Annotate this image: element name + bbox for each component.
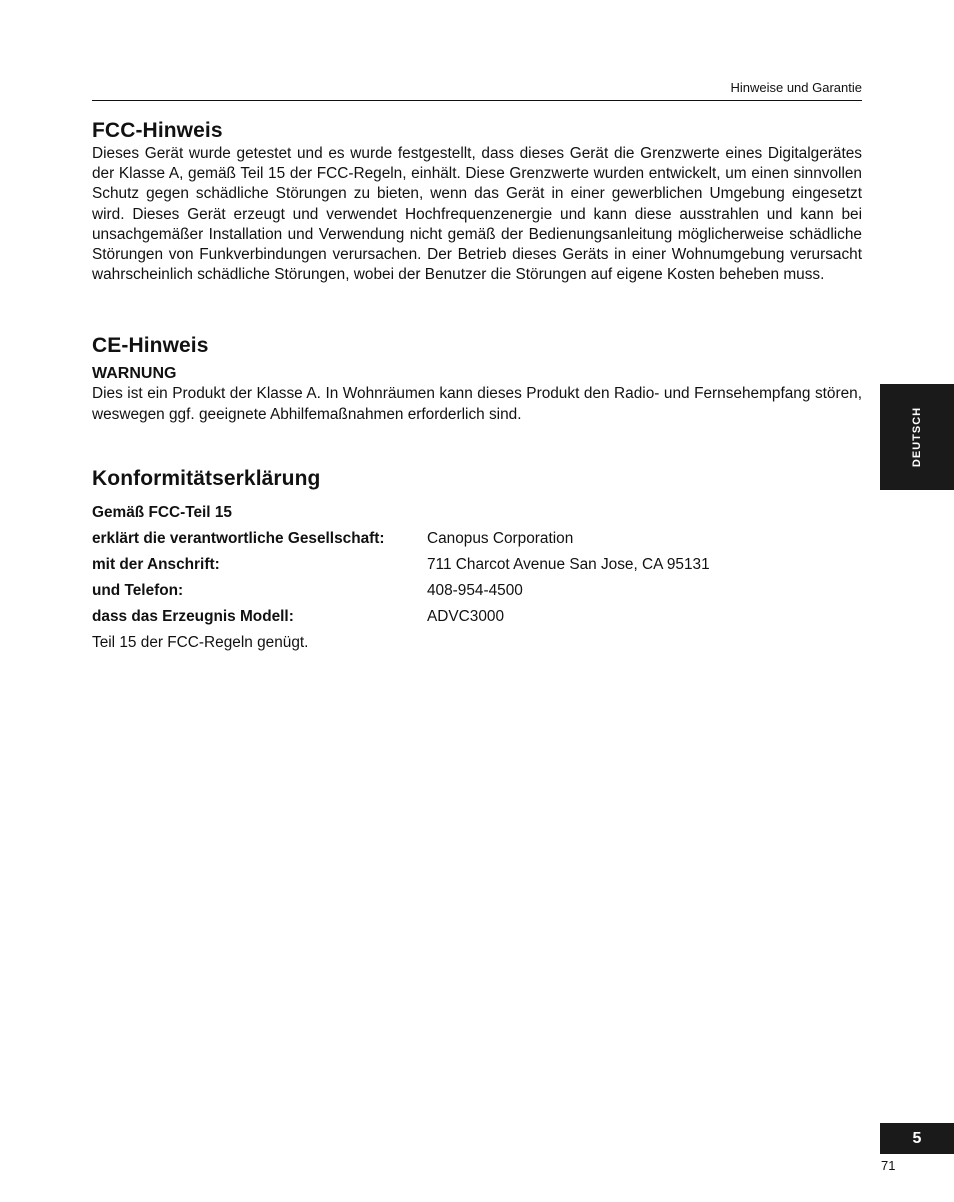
- company-value: Canopus Corporation: [427, 529, 574, 547]
- model-value: ADVC3000: [427, 607, 504, 625]
- declaration-label: dass das Erzeugnis Modell:: [92, 607, 294, 625]
- page-number: 71: [881, 1158, 896, 1173]
- phone-value: 408-954-4500: [427, 581, 523, 599]
- declaration-closing: Teil 15 der FCC-Regeln genügt.: [92, 633, 309, 651]
- declaration-row: [92, 500, 862, 526]
- warning-label: WARNUNG: [92, 365, 177, 383]
- address-value: 711 Charcot Avenue San Jose, CA 95131: [427, 555, 710, 573]
- declaration-label: mit der Anschrift:: [92, 555, 220, 573]
- side-tab-label: DEUTSCH: [910, 406, 923, 468]
- running-header: Hinweise und Garantie: [730, 80, 862, 95]
- declaration-row: [92, 604, 862, 630]
- fcc-paragraph: Dieses Gerät wurde getestet und es wurde festgestellt, dass dieses Gerät die Grenzwerte eines Digitalgerätes der Klasse A, gemäß Teil 15 der FCC-Regeln, einhält. Diese Grenzwerte wurden entwickelt, um einen sinnvollen Schutz gegen schädliche Störungen zu bieten, wenn das Gerät in einer gewerblichen Umgebung eingesetzt wird. Dieses Gerät erzeugt und verwendet Hochfrequenzenergie und kann diese ausstrahlen und kann bei unsachgemäßer Installation und Verwendung nicht gemäß der Bedienungsanleitung möglicherweise schädliche Störungen von Funkverbindungen verursachen. Der Betrieb dieses Geräts in einer Wohnumgebung verursacht wahrscheinlich schädliche Störungen, wobei der Benutzer die Störungen auf eigene Kosten beheben muss.: [92, 145, 862, 284]
- chapter-box: [880, 1123, 954, 1154]
- header-rule: [92, 100, 862, 101]
- declaration-label: erklärt die verantwortliche Gesellschaft:: [92, 529, 385, 547]
- chapter-number: 5: [912, 1129, 922, 1147]
- page-content: [92, 119, 862, 656]
- declaration-label: Gemäß FCC-Teil 15: [92, 503, 232, 521]
- declaration-label: und Telefon:: [92, 581, 184, 599]
- declaration-row: [92, 552, 862, 578]
- ce-heading: CE-Hinweis: [92, 334, 209, 358]
- declaration-row: [92, 578, 862, 604]
- language-side-tab: [880, 384, 954, 490]
- conformity-declaration: [92, 500, 862, 656]
- declaration-row: [92, 526, 862, 552]
- ce-paragraph: Dies ist ein Produkt der Klasse A. In Wohnräumen kann dieses Produkt den Radio- und Fernsehempfang stören, weswegen ggf. geeignete Abhilfemaßnahmen erforderlich sind.: [92, 385, 862, 423]
- fcc-heading: FCC-Hinweis: [92, 119, 223, 142]
- conformity-heading: Konformitätserklärung: [92, 466, 321, 490]
